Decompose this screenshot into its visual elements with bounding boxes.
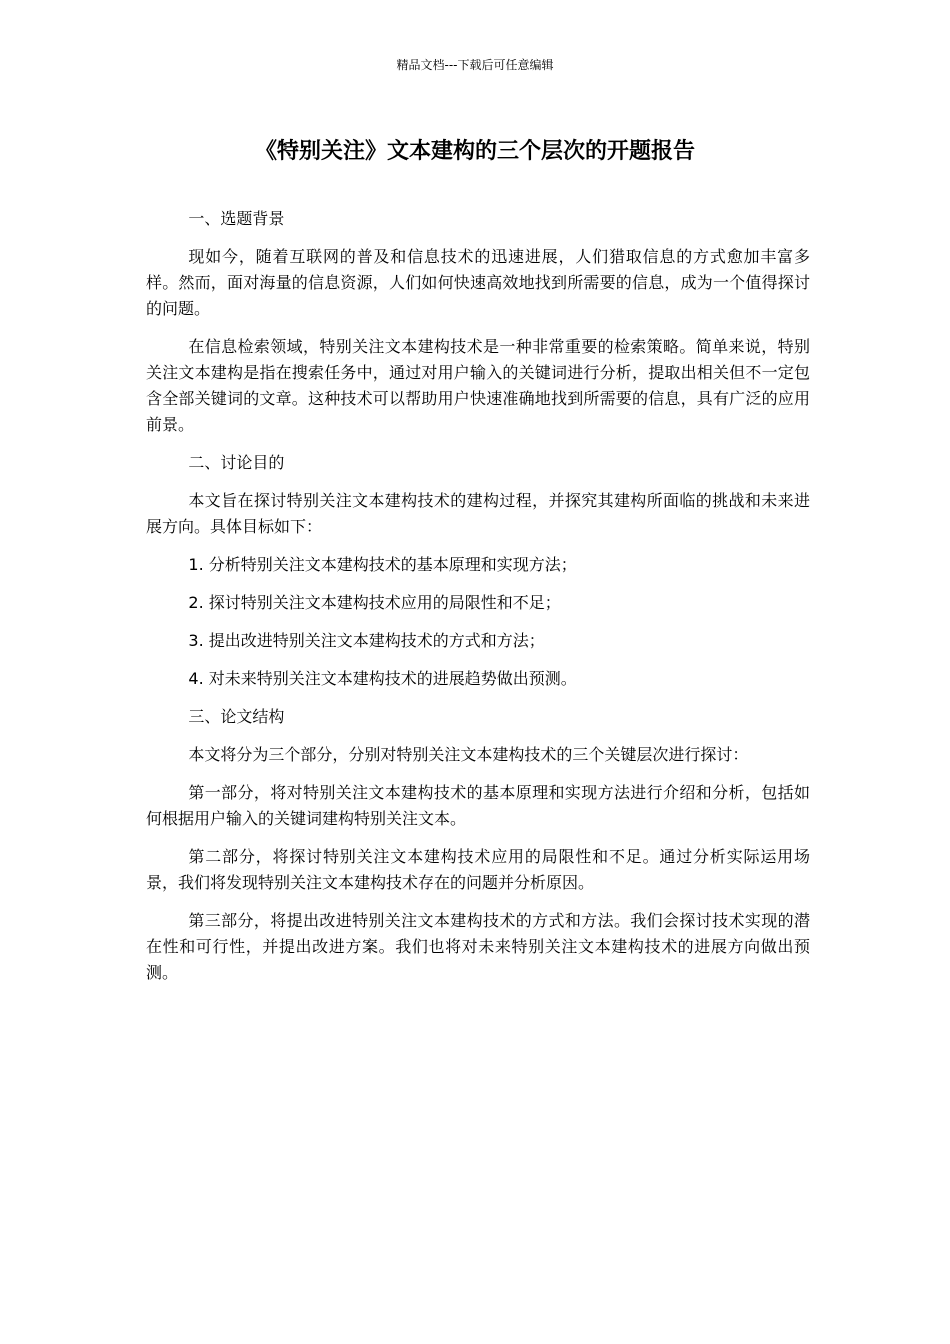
paragraph: 第二部分，将探讨特别关注文本建构技术应用的局限性和不足。通过分析实际运用场景，我们将发现特别关注文本建构技术存在的问题并分析原因。 <box>146 847 810 892</box>
paragraph: 本文旨在探讨特别关注文本建构技术的建构过程，并探究其建构所面临的挑战和未来进展方向。具体目标如下： <box>146 491 810 536</box>
paragraph: 第三部分，将提出改进特别关注文本建构技术的方式和方法。我们会探讨技术实现的潜在性和可行性，并提出改进方案。我们也将对未来特别关注文本建构技术的进展方向做出预测。 <box>146 911 810 982</box>
document-body <box>146 206 810 998</box>
document-title: 《特别关注》文本建构的三个层次的开题报告 <box>254 139 695 164</box>
list-item: 1. 分析特别关注文本建构技术的基本原理和实现方法； <box>188 555 577 574</box>
paragraph: 在信息检索领域，特别关注文本建构技术是一种非常重要的检索策略。简单来说，特别关注文本建构是指在搜索任务中，通过对用户输入的关键词进行分析，提取出相关但不一定包含全部关键词的文章。这种技术可以帮助用户快速准确地找到所需要的信息，具有广泛的应用前景。 <box>146 337 810 434</box>
list-item: 3. 提出改进特别关注文本建构技术的方式和方法； <box>188 631 545 650</box>
paragraph: 第一部分，将对特别关注文本建构技术的基本原理和实现方法进行介绍和分析，包括如何根据用户输入的关键词建构特别关注文本。 <box>146 783 810 828</box>
page-header: 精品文档---下载后可任意编辑 <box>396 58 554 72</box>
list-item: 4. 对未来特别关注文本建构技术的进展趋势做出预测。 <box>188 669 577 688</box>
list-item: 2. 探讨特别关注文本建构技术应用的局限性和不足； <box>188 593 561 612</box>
section-heading-background: 一、选题背景 <box>188 209 285 228</box>
paragraph: 本文将分为三个部分，分别对特别关注文本建构技术的三个关键层次进行探讨： <box>188 745 749 764</box>
section-heading-purpose: 二、讨论目的 <box>188 453 285 472</box>
paragraph: 现如今，随着互联网的普及和信息技术的迅速进展，人们猎取信息的方式愈加丰富多样。然而，面对海量的信息资源，人们如何快速高效地找到所需要的信息，成为一个值得探讨的问题。 <box>146 247 810 318</box>
section-heading-structure: 三、论文结构 <box>188 707 285 726</box>
